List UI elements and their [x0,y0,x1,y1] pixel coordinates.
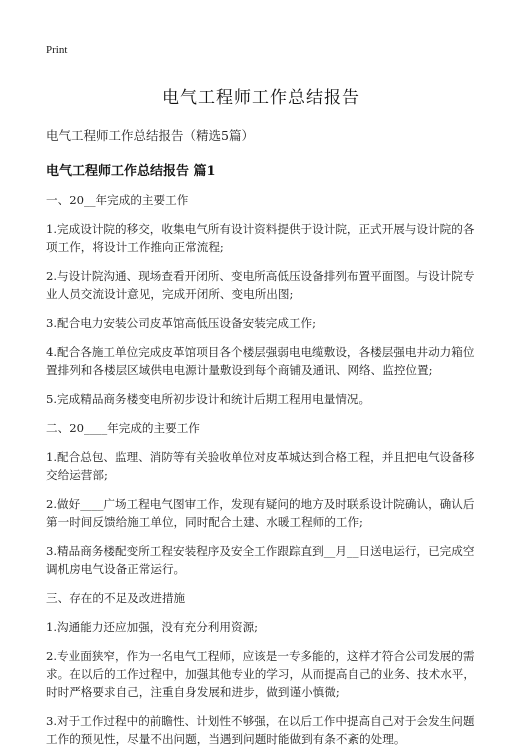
paragraph: 1.完成设计院的移交，收集电气所有设计资料提供于设计院，正式开展与设计院的各项工作，将设计工作推向正常流程; [46,222,475,254]
paragraph: 4.配合各施工单位完成皮革馆项目各个楼层强弱电电缆敷设，各楼层强电井动力箱位置排列和各楼层区域供电电源计量敷设到每个商铺及通讯、网络、监控位置; [46,345,475,377]
paragraph: 2.专业面狭窄，作为一名电气工程师，应该是一专多能的，这样才符合公司发展的需求。在以后的工作过程中，加强其他专业的学习，从而提高自己的业务、技术水平，时时严格要求自己，注重自身发展和进步，做到谨小慎微; [46,649,475,699]
section-heading: 电气工程师工作总结报告 篇1 [46,164,216,179]
paragraph: 2.与设计院沟通、现场查看开闭所、变电所高低压设备排列布置平面图。与设计院专业人员交流设计意见，完成开闭所、变电所出图; [46,269,475,301]
paragraph: 3.对于工作过程中的前瞻性、计划性不够强，在以后工作中提高自己对于会发生问题工作的预见性，尽量不出问题，当遇到问题时能做到有条不紊的处理。 [46,714,475,746]
section-2-heading: 二、20____年完成的主要工作 [46,421,200,435]
paragraph: 3.配合电力安装公司皮革馆高低压设备安装完成工作; [46,316,317,330]
paragraph: 1.沟通能力还应加强，没有充分利用资源; [46,620,259,634]
section-3-heading: 三、存在的不足及改进措施 [46,591,186,605]
paragraph: 2.做好____广场工程电气图审工作，发现有疑问的地方及时联系设计院确认，确认后第一时间反馈给施工单位，同时配合土建、水暖工程师的工作; [46,497,475,529]
paragraph: 5.完成精品商务楼变电所初步设计和统计后期工程用电量情况。 [46,392,371,406]
section-1-heading: 一、20__年完成的主要工作 [46,193,189,207]
paragraph: 3.精品商务楼配变所工程安装程序及安全工作跟踪直到__月__日送电运行，已完成空调机房电气设备正常运行。 [46,544,475,576]
document-subtitle: 电气工程师工作总结报告（精选5篇） [46,128,254,143]
print-link[interactable]: Print [46,44,68,56]
document-title: 电气工程师工作总结报告 [162,88,360,108]
paragraph: 1.配合总包、监理、消防等有关验收单位对皮革城达到合格工程，并且把电气设备移交给运营部; [46,450,475,482]
